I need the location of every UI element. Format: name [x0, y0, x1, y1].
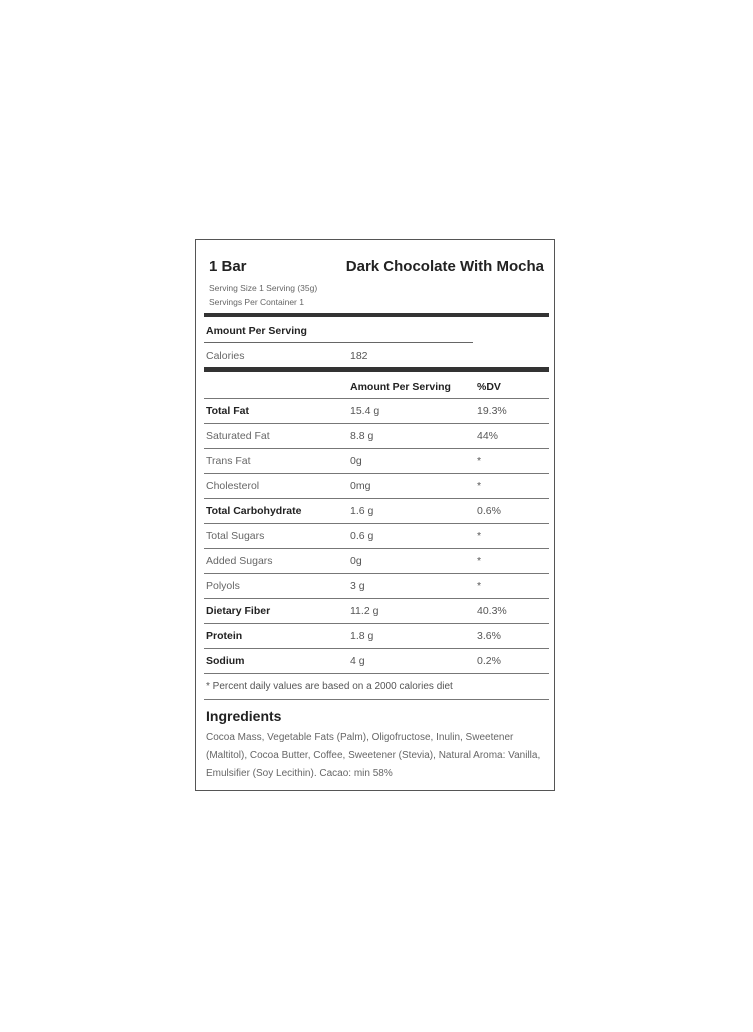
nutrient-name: Sodium [206, 655, 245, 667]
servings-per-container: Servings Per Container 1 [209, 297, 304, 307]
thick-divider [204, 367, 549, 372]
nutrient-name: Dietary Fiber [206, 605, 271, 617]
nutrient-amount: 4 g [350, 655, 365, 667]
nutrient-name: Total Carbohydrate [206, 505, 302, 517]
table-row [204, 549, 549, 574]
nutrient-dv: * [477, 555, 482, 567]
table-row [204, 624, 549, 649]
nutrient-dv: * [477, 455, 482, 467]
nutrient-dv: 40.3% [477, 605, 507, 617]
table-row [204, 649, 549, 674]
table-row [204, 449, 549, 474]
nutrient-name: Cholesterol [206, 480, 260, 492]
product-name: Dark Chocolate With Mocha [345, 258, 544, 275]
thick-divider [204, 313, 549, 317]
col-amount-heading: Amount Per Serving [350, 381, 451, 393]
table-row [204, 499, 549, 524]
nutrition-label [195, 239, 555, 791]
nutrient-name: Polyols [206, 580, 240, 592]
nutrient-name: Trans Fat [206, 455, 251, 467]
nutrient-amount: 3 g [350, 580, 365, 592]
serving-size: Serving Size 1 Serving (35g) [209, 283, 318, 293]
nutrient-name: Protein [206, 630, 243, 642]
nutrient-name: Added Sugars [206, 555, 273, 567]
table-row [204, 399, 549, 424]
ingredients-title: Ingredients [206, 708, 282, 724]
nutrient-amount: 0mg [350, 480, 371, 492]
table-row [204, 599, 549, 624]
ingredients-text: Cocoa Mass, Vegetable Fats (Palm), Oligofructose, Inulin, Sweetener (Maltitol), Cocoa Butter, Coffee, Sweetener (Stevia), Natural Aroma: Vanilla, Emulsifier (Soy Lecithin). Cacao: min 58% [206, 732, 541, 779]
divider [204, 342, 473, 343]
divider [204, 699, 549, 700]
table-row [204, 474, 549, 499]
nutrient-dv: * [477, 530, 482, 542]
nutrient-amount: 11.2 g [350, 605, 379, 617]
footnote: * Percent daily values are based on a 2000 calories diet [206, 681, 453, 692]
col-dv-heading: %DV [477, 381, 501, 393]
nutrient-amount: 0g [350, 555, 362, 567]
nutrient-amount: 15.4 g [350, 405, 380, 417]
amount-per-serving-heading: Amount Per Serving [206, 325, 307, 337]
nutrient-dv: * [477, 480, 482, 492]
nutrient-amount: 1.6 g [350, 505, 374, 517]
table-row [204, 524, 549, 549]
nutrient-dv: * [477, 580, 482, 592]
package-size: 1 Bar [209, 258, 247, 275]
nutrient-dv: 44% [477, 430, 499, 442]
nutrient-amount: 0g [350, 455, 362, 467]
nutrient-name: Total Fat [206, 405, 249, 417]
table-row [204, 574, 549, 599]
nutrient-amount: 0.6 g [350, 530, 374, 542]
nutrient-dv: 3.6% [477, 630, 501, 642]
calories-label: Calories [206, 350, 245, 362]
nutrient-name: Total Sugars [206, 530, 265, 542]
nutrient-dv: 19.3% [477, 405, 507, 417]
calories-value: 182 [350, 350, 368, 362]
table-row [204, 424, 549, 449]
nutrient-dv: 0.2% [477, 655, 501, 667]
nutrient-amount: 8.8 g [350, 430, 374, 442]
nutrient-amount: 1.8 g [350, 630, 374, 642]
nutrient-name: Saturated Fat [206, 430, 270, 442]
nutrient-dv: 0.6% [477, 505, 501, 517]
